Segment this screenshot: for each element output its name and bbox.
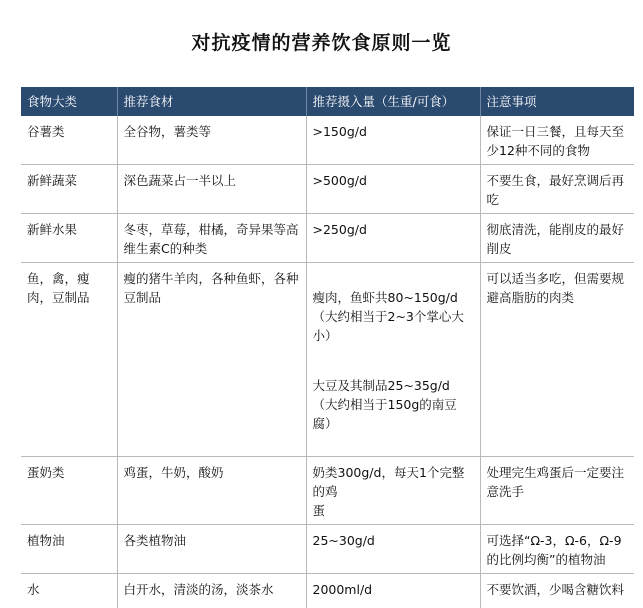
amount-text: >500g/d	[312, 173, 367, 188]
cell-amount	[306, 263, 480, 457]
cell-amount	[306, 165, 480, 214]
table-row	[21, 116, 634, 165]
cell-category: 鱼，禽，瘦肉，豆制品	[21, 263, 117, 457]
cell-foods: 深色蔬菜占一半以上	[117, 165, 306, 214]
cell-notes: 彻底清洗，能削皮的最好削皮	[480, 214, 634, 263]
amount-text: >250g/d	[312, 222, 367, 237]
header-notes: 注意事项	[480, 87, 634, 116]
table-row	[21, 165, 634, 214]
amount-text: >150g/d	[312, 124, 367, 139]
table-row	[21, 457, 634, 525]
table-row	[21, 574, 634, 608]
table-header-row	[21, 87, 634, 116]
cell-category: 植物油	[21, 525, 117, 574]
amount-text: 瘦肉，鱼虾共80~150g/d（大约相当于2~3个掌心大小）	[312, 290, 464, 343]
header-amount: 推荐摄入量（生重/可食）	[306, 87, 480, 116]
cell-notes: 保证一日三餐，且每天至少12种不同的食物	[480, 116, 634, 165]
cell-amount	[306, 525, 480, 574]
cell-foods: 冬枣，草莓，柑橘，奇异果等高维生素C的种类	[117, 214, 306, 263]
cell-amount	[306, 574, 480, 608]
cell-notes: 可以适当多吃，但需要规避高脂肪的肉类	[480, 263, 634, 457]
amount-text: 奶类300g/d，每天1个完整的鸡 蛋	[312, 465, 465, 518]
cell-foods: 瘦的猪牛羊肉，各种鱼虾，各种豆制品	[117, 263, 306, 457]
amount-text: 大豆及其制品25~35g/d（大约相当于150g的南豆腐）	[312, 378, 457, 431]
cell-amount	[306, 214, 480, 263]
cell-notes: 处理完生鸡蛋后一定要注意洗手	[480, 457, 634, 525]
page-title: 对抗疫情的营养饮食原则一览	[191, 32, 452, 54]
amount-text: 25~30g/d	[312, 533, 375, 548]
cell-category: 蛋奶类	[21, 457, 117, 525]
cell-category: 水	[21, 574, 117, 608]
cell-category: 谷薯类	[21, 116, 117, 165]
cell-notes: 可选择“Ω-3，Ω-6，Ω-9的比例均衡”的植物油	[480, 525, 634, 574]
cell-foods: 鸡蛋，牛奶，酸奶	[117, 457, 306, 525]
table-row	[21, 263, 634, 457]
cell-foods: 各类植物油	[117, 525, 306, 574]
amount-text: 2000ml/d	[312, 582, 373, 597]
header-foods: 推荐食材	[117, 87, 306, 116]
header-category: 食物大类	[21, 87, 117, 116]
cell-foods: 白开水，清淡的汤，淡茶水	[117, 574, 306, 608]
cell-category: 新鲜水果	[21, 214, 117, 263]
cell-foods: 全谷物，薯类等	[117, 116, 306, 165]
cell-notes: 不要生食，最好烹调后再吃	[480, 165, 634, 214]
cell-amount	[306, 457, 480, 525]
table-row	[21, 214, 634, 263]
table-row	[21, 525, 634, 574]
cell-notes: 不要饮酒，少喝含糖饮料	[486, 582, 625, 597]
cell-amount	[306, 116, 480, 165]
nutrition-table	[21, 87, 634, 608]
cell-category: 新鲜蔬菜	[21, 165, 117, 214]
